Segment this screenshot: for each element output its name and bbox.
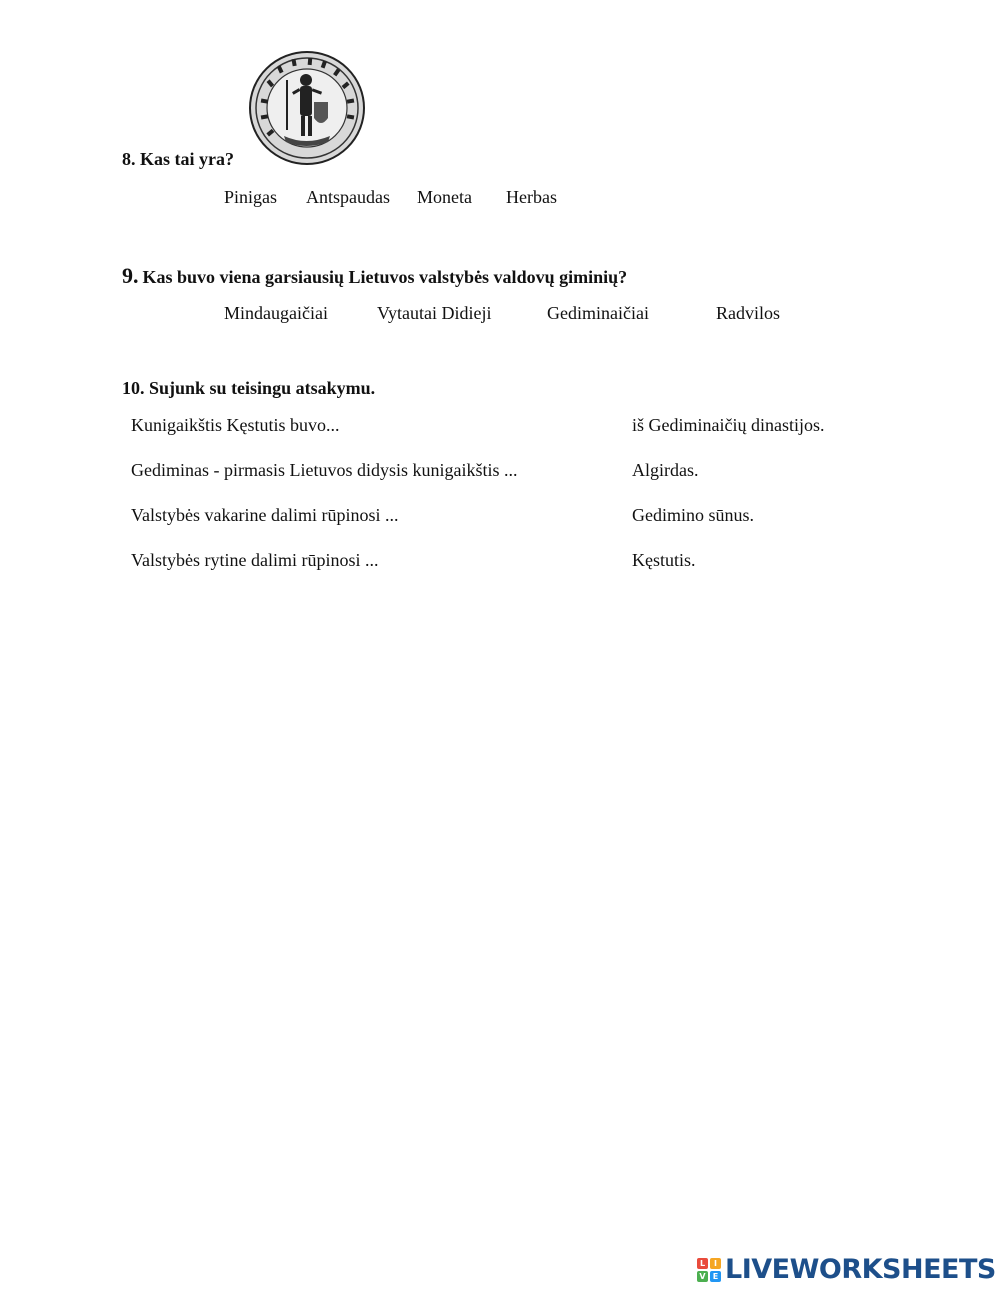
q9-option-2[interactable]: Vytautai Didieji [377, 303, 492, 323]
q10-right-item-3[interactable]: Gedimino sūnus. [632, 505, 755, 525]
q9-option-1[interactable]: Mindaugaičiai [224, 303, 328, 323]
q8-option-4[interactable]: Herbas [506, 187, 557, 207]
q9-option-3[interactable]: Gediminaičiai [547, 303, 649, 323]
logo-text: LIVEWORKSHEETS [725, 1254, 996, 1285]
question-9-number: 9. [122, 263, 139, 288]
q10-left-item-3[interactable]: Valstybės vakarine dalimi rūpinosi ... [131, 505, 399, 525]
question-8-title: 8. Kas tai yra? [122, 149, 234, 169]
liveworksheets-logo [697, 1254, 996, 1285]
logo-letter-i: I [710, 1258, 721, 1269]
question-9-heading [122, 263, 627, 289]
logo-letter-l: L [697, 1258, 708, 1269]
q8-option-2[interactable]: Antspaudas [306, 187, 390, 207]
seal-image [248, 50, 366, 166]
q9-option-4[interactable]: Radvilos [716, 303, 781, 323]
q10-right-item-4[interactable]: Kęstutis. [632, 550, 696, 570]
q10-right-item-1[interactable]: iš Gediminaičių dinastijos. [632, 415, 825, 435]
logo-letter-v: V [697, 1271, 708, 1282]
q10-left-item-1[interactable]: Kunigaikštis Kęstutis buvo... [131, 415, 340, 435]
q10-left-item-4[interactable]: Valstybės rytine dalimi rūpinosi ... [131, 550, 379, 570]
question-9-title: Kas buvo viena garsiausių Lietuvos valstybės valdovų giminių? [142, 267, 628, 287]
logo-letter-e: E [710, 1271, 721, 1282]
q10-right-item-2[interactable]: Algirdas. [632, 460, 699, 480]
q10-left-item-2[interactable]: Gediminas - pirmasis Lietuvos didysis kunigaikštis ... [131, 460, 518, 480]
question-10-title: 10. Sujunk su teisingu atsakymu. [122, 378, 376, 398]
q8-option-1[interactable]: Pinigas [224, 187, 278, 207]
q8-option-3[interactable]: Moneta [417, 187, 472, 207]
logo-mark-icon [697, 1258, 721, 1282]
